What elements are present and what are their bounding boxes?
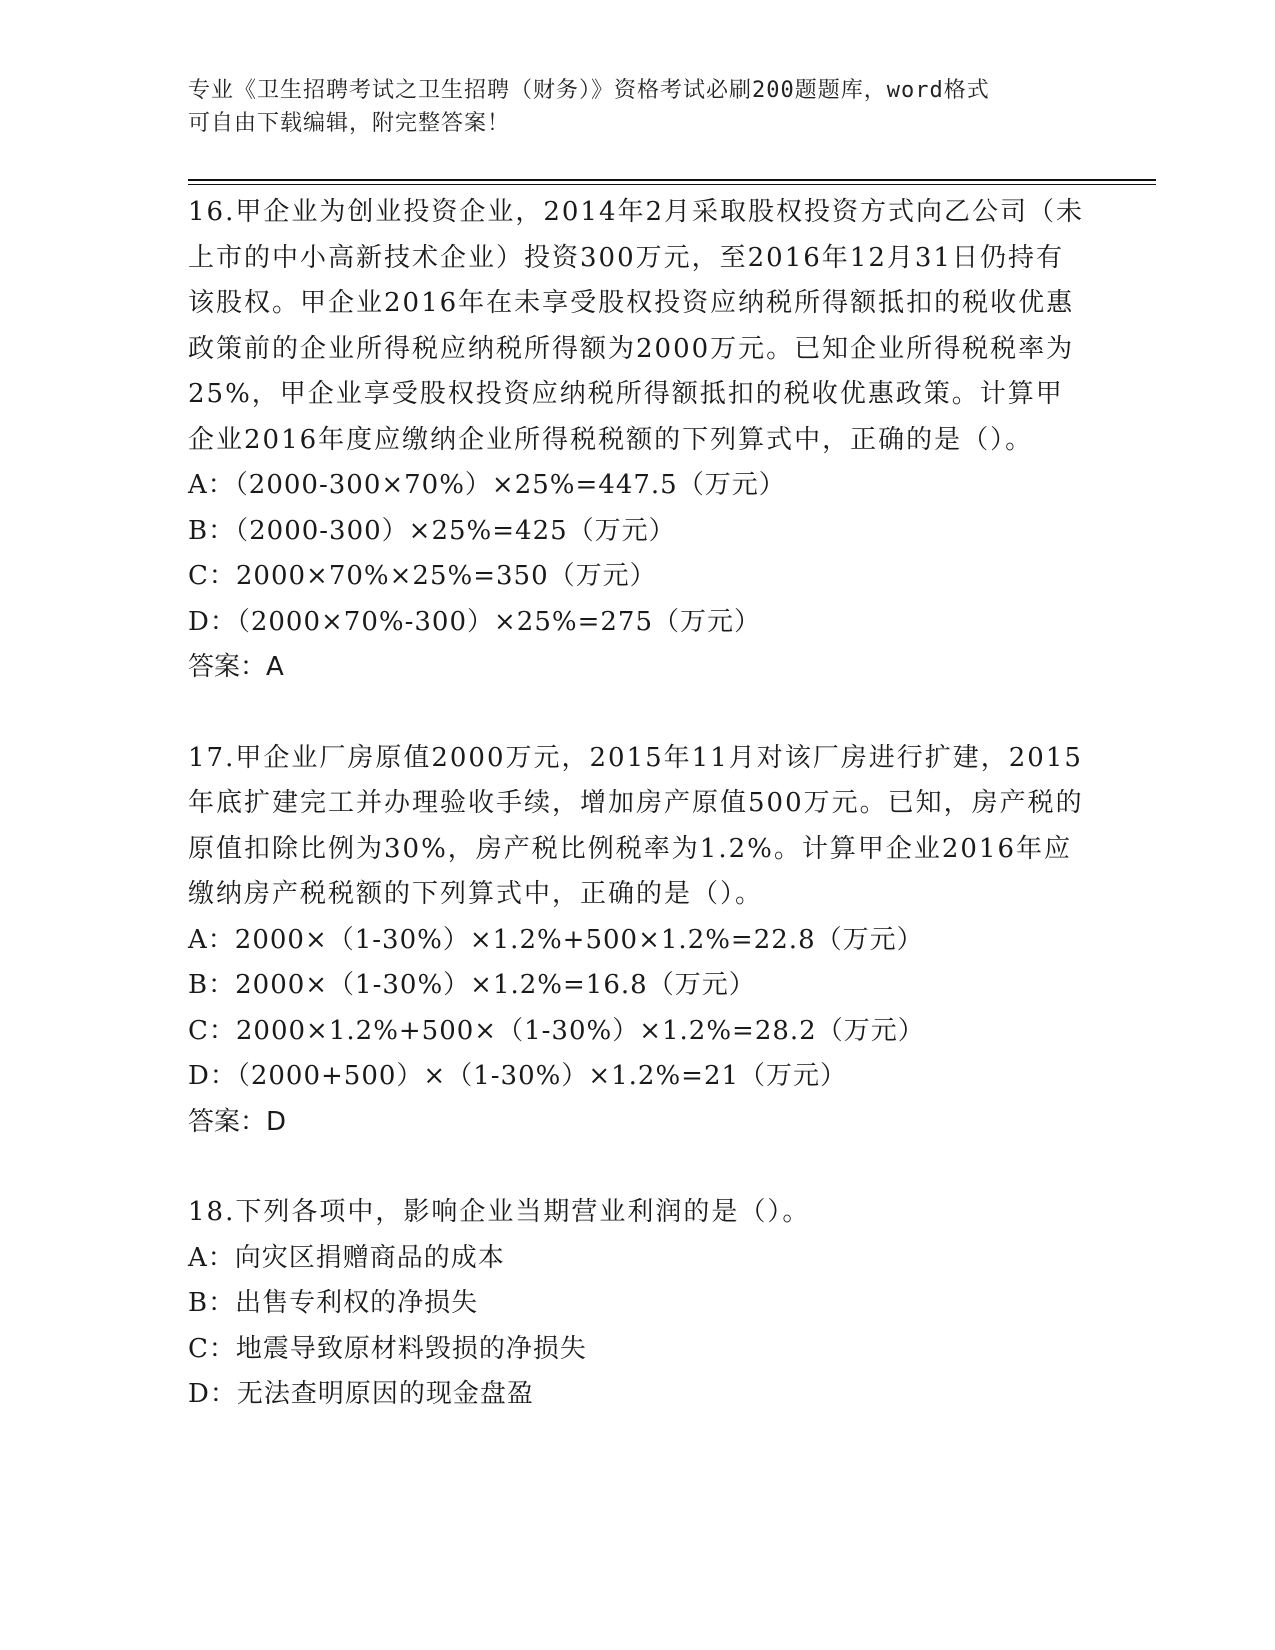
option-b: B：2000×（1-30%）×1.2%=16.8（万元） [188, 970, 756, 1000]
header-line-1: 专业《卫生招聘考试之卫生招聘（财务）》资格考试必刷200题题库，word格式 [188, 78, 990, 103]
question-text: 17.甲企业厂房原值2000万元，2015年11月对该厂房进行扩建，2015年底扩建完工并办理验收手续，增加房产原值500万元。已知，房产税的原值扣除比例为30%，房产税比例税率为1.2%。计算甲企业2016年应缴纳房产税税额的下列算式中，正确的是（）。 [188, 742, 1084, 909]
question-list [188, 190, 1088, 1418]
option-a: A：（2000-300×70%）×25%=447.5（万元） [188, 470, 786, 500]
answer: 答案：D [188, 1106, 287, 1137]
option-b: B：（2000-300）×25%=425（万元） [188, 515, 676, 546]
spacer [188, 1145, 1088, 1190]
question-16 [188, 190, 1088, 691]
option-b: B：出售专利权的净损失 [188, 1288, 479, 1318]
header-divider-thin [188, 184, 1156, 185]
option-d: D：（2000×70%-300）×25%=275（万元） [188, 606, 761, 637]
question-17 [188, 736, 1088, 1146]
option-a: A：向灾区捐赠商品的成本 [188, 1242, 505, 1273]
answer: 答案：A [188, 652, 284, 682]
question-text: 18.下列各项中，影响企业当期营业利润的是（）。 [188, 1197, 811, 1227]
option-d: D：（2000+500）×（1-30%）×1.2%=21（万元） [188, 1061, 848, 1091]
question-18 [188, 1190, 1088, 1418]
option-a: A：2000×（1-30%）×1.2%+500×1.2%=22.8（万元） [188, 924, 924, 955]
header-divider-thick [188, 179, 1156, 181]
option-c: C：2000×1.2%+500×（1-30%）×1.2%=28.2（万元） [188, 1015, 925, 1046]
header-line-2: 可自由下载编辑，附完整答案！ [188, 111, 511, 136]
option-c: C：地震导致原材料毁损的净损失 [188, 1333, 587, 1364]
spacer [188, 691, 1088, 736]
option-d: D：无法查明原因的现金盘盈 [188, 1379, 534, 1409]
document-header [188, 74, 1068, 140]
option-c: C：2000×70%×25%=350（万元） [188, 561, 657, 591]
question-text: 16.甲企业为创业投资企业，2014年2月采取股权投资方式向乙公司（未上市的中小高新技术企业）投资300万元，至2016年12月31日仍持有该股权。甲企业2016年在未享受股权投资应纳税所得额抵扣的税收优惠政策前的企业所得税应纳税所得额为2000万元。已知企业所得税税率为25%，甲企业享受股权投资应纳税所得额抵扣的税收优惠政策。计算甲企业2016年度应缴纳企业所得税税额的下列算式中，正确的是（）。 [188, 197, 1085, 455]
